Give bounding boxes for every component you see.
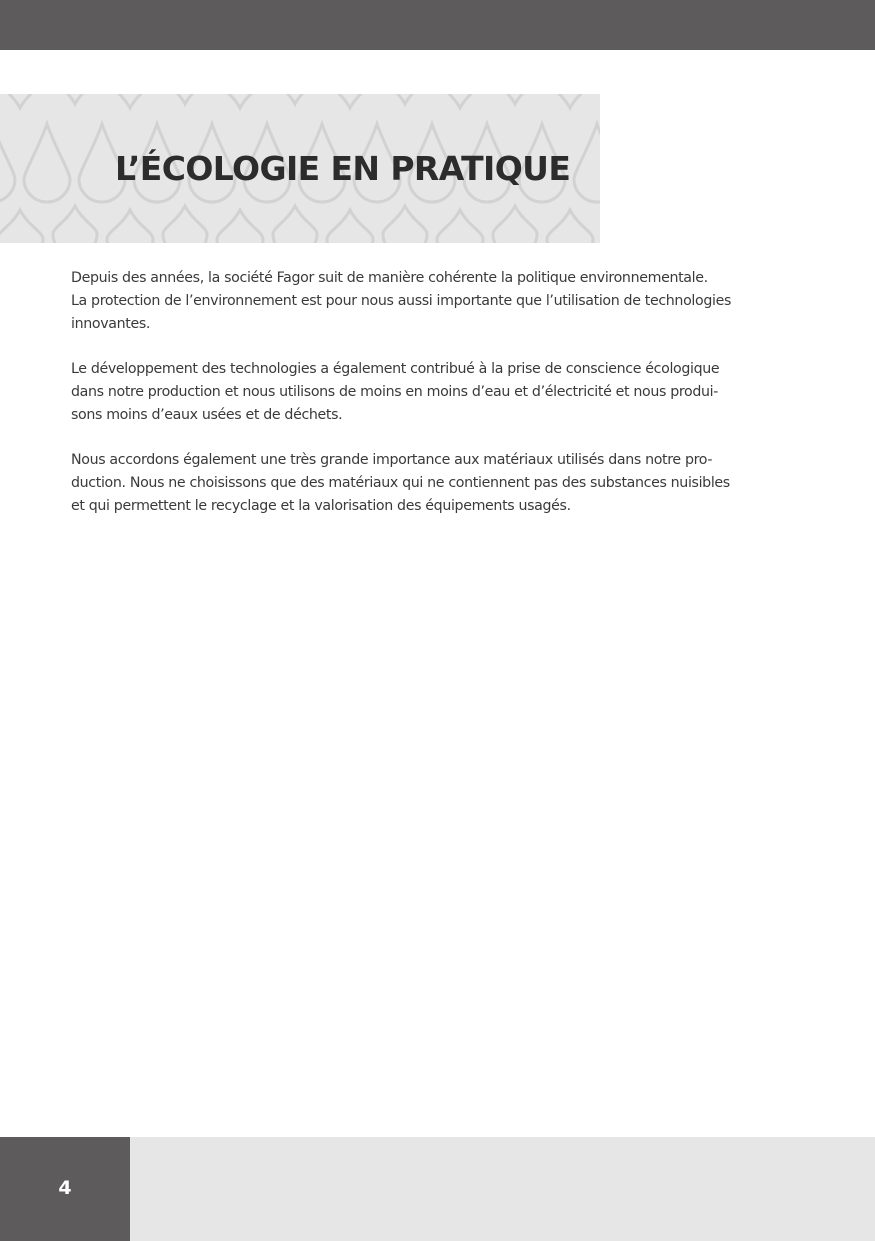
water-drop-shape (53, 206, 97, 243)
water-drop-shape (220, 94, 260, 108)
page-number: 4 (58, 1177, 72, 1199)
water-drop-shape (574, 124, 600, 202)
water-drop-shape (437, 210, 483, 243)
water-drop-shape (327, 210, 373, 243)
text-line: duction. Nous ne choisissons que des matériaux qui ne contiennent pas des substances nuisibles (71, 475, 730, 491)
water-drop-shape (388, 94, 422, 104)
water-drop-shape (163, 206, 207, 243)
title-banner (0, 94, 600, 243)
text-line: sons moins d’eaux usées et de déchets. (71, 407, 343, 423)
water-drop-shape (498, 94, 532, 104)
water-drop-shape (168, 94, 202, 104)
water-drop-shape (58, 94, 92, 104)
page-number-box (0, 1137, 130, 1241)
water-drop-shape (110, 94, 150, 108)
water-drop-shape (273, 206, 317, 243)
water-drop-shape (107, 210, 153, 243)
water-drop-shape (547, 210, 593, 243)
page-title: L’ÉCOLOGIE EN PRATIQUE (115, 149, 571, 188)
water-drop-shape (383, 206, 427, 243)
paragraph-3 (71, 449, 791, 518)
water-drop-shape (493, 206, 537, 243)
water-drop-shape (278, 94, 312, 104)
water-drop-shape (440, 94, 480, 108)
text-line: Le développement des technologies a également contribué à la prise de conscience écologique (71, 361, 720, 377)
body-text (71, 267, 791, 540)
text-line: Nous accordons également une très grande importance aux matériaux utilisés dans notre pro- (71, 452, 713, 468)
footer-band (130, 1137, 875, 1241)
water-drop-shape (330, 94, 370, 108)
text-line: innovantes. (71, 316, 151, 332)
text-line: La protection de l’environnement est pour nous aussi importante que l’utilisation de technologies (71, 293, 731, 309)
water-drop-shape (0, 94, 40, 108)
water-drop-shape (0, 210, 43, 243)
water-drop-shape (550, 94, 590, 108)
water-drop-shape (24, 124, 70, 202)
text-line: Depuis des années, la société Fagor suit de manière cohérente la politique environnementale. (71, 270, 708, 286)
top-bar (0, 0, 875, 50)
paragraph-2 (71, 358, 791, 427)
text-line: et qui permettent le recyclage et la valorisation des équipements usagés. (71, 498, 571, 514)
text-line: dans notre production et nous utilisons de moins en moins d’eau et d’électricité et nous produi- (71, 384, 719, 400)
water-drop-shape (0, 124, 15, 202)
paragraph-1 (71, 267, 791, 336)
water-drop-shape (217, 210, 263, 243)
